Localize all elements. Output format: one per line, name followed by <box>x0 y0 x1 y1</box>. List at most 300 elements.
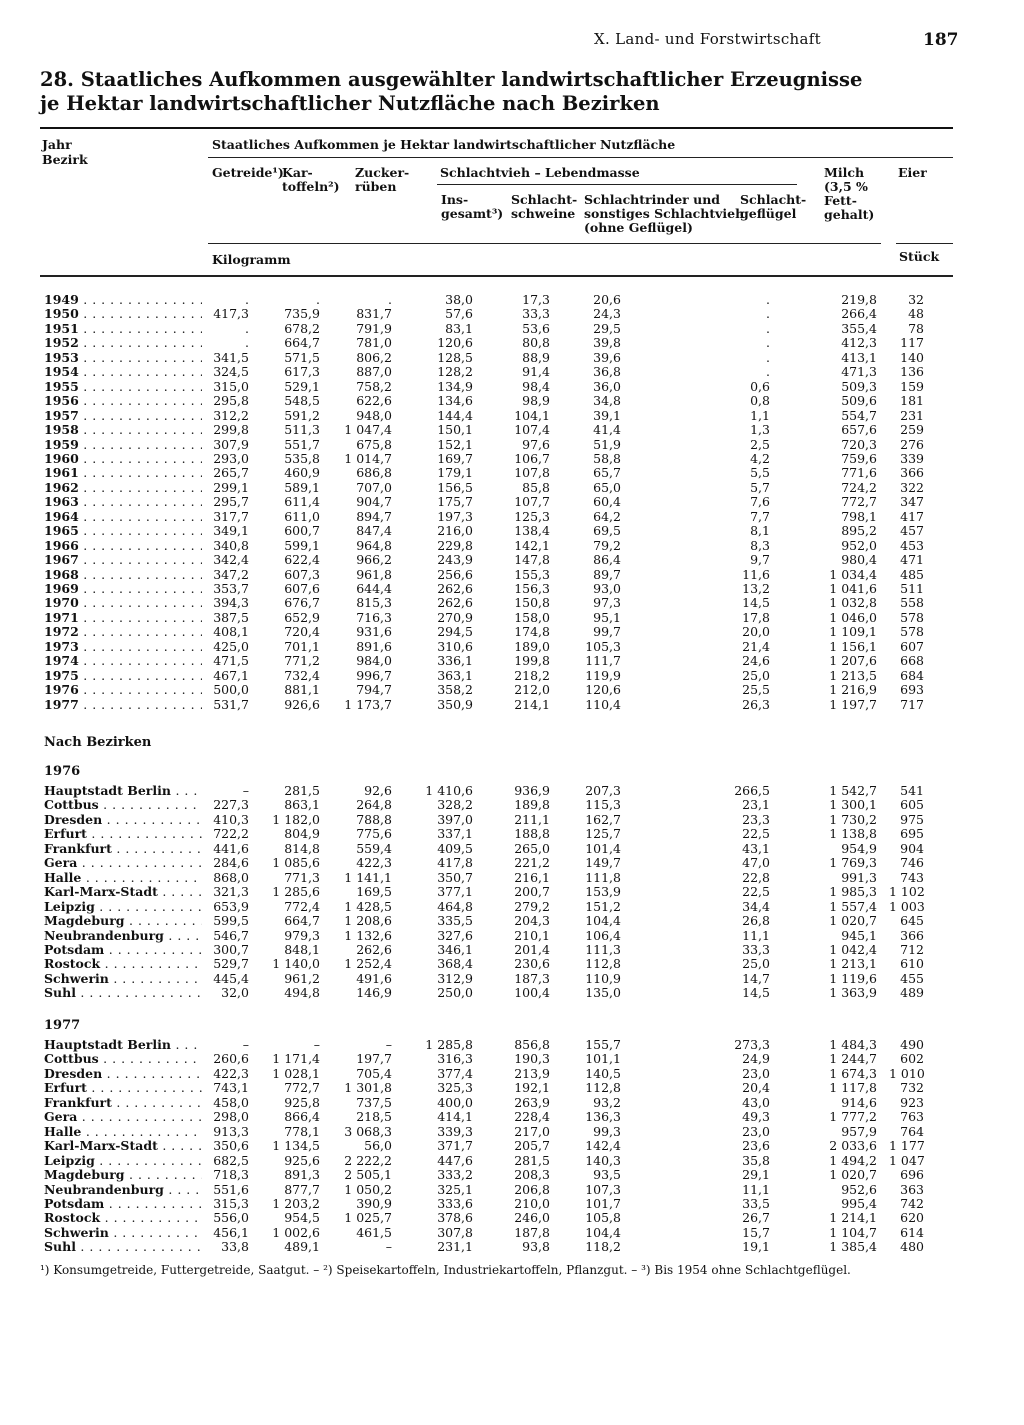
table-cell: 325,3 <box>437 1080 473 1096</box>
table-cell: 155,3 <box>514 566 550 582</box>
table-cell: 1 117,8 <box>829 1080 877 1096</box>
table-cell: 368,4 <box>437 956 473 972</box>
row-label: Magdeburg . . . <box>44 914 202 928</box>
table-cell: 1 674,3 <box>829 1065 877 1081</box>
table-cell: 29,1 <box>742 1167 770 1183</box>
table-cell: 531,7 <box>213 696 249 712</box>
table-cell: 105,3 <box>585 638 621 654</box>
table-cell: 764 <box>900 1123 924 1139</box>
row-label: Schwerin . . . <box>44 1226 202 1240</box>
table-cell: 925,6 <box>284 1152 320 1168</box>
table-cell: 778,1 <box>284 1123 320 1139</box>
table-cell: 1 410,6 <box>425 783 473 798</box>
table-cell: 1 119,6 <box>829 970 877 986</box>
table-cell: 104,4 <box>585 913 621 929</box>
table-cell: 101,4 <box>585 840 621 856</box>
table-cell: 668 <box>900 653 924 669</box>
row-label: 1954 . . . <box>44 365 202 379</box>
table-cell: 558 <box>900 595 924 611</box>
table-cell: 32,0 <box>221 985 249 1001</box>
table-cell: 995,4 <box>841 1195 877 1211</box>
table-row <box>0 1125 1024 1139</box>
table-cell: 25,5 <box>742 682 770 698</box>
table-row <box>0 900 1024 914</box>
table-cell: 954,5 <box>284 1210 320 1226</box>
table-cell: 791,9 <box>356 320 392 336</box>
table-cell: – <box>385 1239 392 1255</box>
col-header-schlachtgefluegel <box>740 193 806 221</box>
table-cell: 134,6 <box>437 393 473 409</box>
table-cell: 218,2 <box>514 667 550 683</box>
table-cell: 705,4 <box>356 1065 392 1081</box>
table-cell: 284,6 <box>213 855 249 871</box>
col-header-schlachtrinder-2: sonstiges Schlachtvieh <box>584 206 745 221</box>
col-header-schlachtrinder-3: (ohne Geflügel) <box>584 220 693 235</box>
table-cell: 189,8 <box>514 797 550 813</box>
row-label: 1973 . . . <box>44 640 202 654</box>
row-label: Frankfurt . . . <box>44 842 202 856</box>
section-heading-bezirke: Nach Bezirken <box>44 735 152 750</box>
table-cell: 24,6 <box>742 653 770 669</box>
table-cell: 1,1 <box>750 407 770 423</box>
table-cell: 1 213,5 <box>829 667 877 683</box>
table-cell: 23,6 <box>742 1138 770 1154</box>
row-label: Schwerin . . . <box>44 972 202 986</box>
table-cell: 11,1 <box>742 927 770 943</box>
table-cell: 281,5 <box>514 1152 550 1168</box>
table-cell: 815,3 <box>356 595 392 611</box>
table-cell: 1 109,1 <box>829 624 877 640</box>
row-label: 1967 . . . <box>44 553 202 567</box>
table-cell: 814,8 <box>284 840 320 856</box>
table-cell: 22,5 <box>742 826 770 842</box>
table-row <box>0 1226 1024 1240</box>
table-cell: 200,7 <box>514 884 550 900</box>
table-cell: 337,1 <box>437 826 473 842</box>
table-cell: 181 <box>900 393 924 409</box>
table-row <box>0 842 1024 856</box>
table-cell: 467,1 <box>213 667 249 683</box>
table-cell: 23,0 <box>742 1065 770 1081</box>
table-cell: 904,7 <box>356 494 392 510</box>
unit-label-kilogramm: Kilogramm <box>212 252 291 267</box>
table-cell: 57,6 <box>445 306 473 322</box>
table-cell: 1 252,4 <box>344 956 392 972</box>
table-cell: 33,8 <box>221 1239 249 1255</box>
table-top-rule <box>40 127 953 129</box>
row-label: Potsdam . . . <box>44 1197 202 1211</box>
table-cell: 310,6 <box>437 638 473 654</box>
table-cell: 804,9 <box>284 826 320 842</box>
table-cell: 214,1 <box>514 696 550 712</box>
table-cell: 24,3 <box>593 306 621 322</box>
table-cell: 1 363,9 <box>829 985 877 1001</box>
table-cell: 300,7 <box>213 941 249 957</box>
table-cell: 262,6 <box>437 581 473 596</box>
table-cell: 23,1 <box>742 797 770 813</box>
table-cell: 378,6 <box>437 1210 473 1226</box>
table-cell: 312,2 <box>213 407 249 423</box>
table-cell: 350,6 <box>213 1138 249 1154</box>
table-row <box>0 1183 1024 1197</box>
table-cell: 276 <box>900 436 924 452</box>
table-cell: 409,5 <box>437 840 473 856</box>
col-header-schlachtgefluegel-2: geflügel <box>740 206 797 221</box>
table-cell: 85,8 <box>522 479 550 495</box>
table-cell: 47,0 <box>742 855 770 871</box>
table-row <box>0 885 1024 899</box>
table-cell: 86,4 <box>593 552 621 568</box>
table-row <box>0 986 1024 1000</box>
table-cell: 1 010 <box>889 1065 925 1081</box>
table-row <box>0 495 1024 509</box>
table-cell: 775,6 <box>356 826 392 842</box>
row-label: Leipzig . . . <box>44 900 202 914</box>
table-cell: 256,6 <box>437 566 473 582</box>
table-cell: 41,4 <box>593 422 621 438</box>
table-cell: 80,8 <box>522 335 550 351</box>
table-cell: 53,6 <box>522 320 550 336</box>
table-cell: 36,0 <box>593 378 621 394</box>
table-cell: 207,3 <box>585 783 621 798</box>
table-cell: 559,4 <box>356 840 392 856</box>
table-cell: 509,3 <box>841 378 877 394</box>
col-header-zuckerrueben-2: rüben <box>355 179 397 194</box>
table-row <box>0 1197 1024 1211</box>
col-header-schlachtschweine-2: schweine <box>511 206 576 221</box>
table-cell: 117 <box>900 335 924 351</box>
table-cell: 26,7 <box>742 1210 770 1226</box>
table-cell: 115,3 <box>585 797 621 813</box>
table-row <box>0 640 1024 654</box>
table-cell: 718,3 <box>213 1167 249 1183</box>
page-number: 187 <box>923 30 959 50</box>
table-cell: 25,0 <box>742 667 770 683</box>
table-cell: 26,8 <box>742 913 770 929</box>
table-cell: 93,0 <box>593 581 621 596</box>
table-cell: 1 385,4 <box>829 1239 877 1255</box>
table-cell: 743 <box>900 869 924 885</box>
table-cell: 64,2 <box>593 508 621 524</box>
section-year-1976: 1976 <box>44 764 81 779</box>
table-cell: 763 <box>900 1109 924 1125</box>
table-cell: 758,2 <box>356 378 392 394</box>
table-cell: 199,8 <box>514 653 550 669</box>
table-cell: 422,3 <box>356 855 392 871</box>
table-row <box>0 669 1024 683</box>
table-cell: 457 <box>900 523 924 539</box>
table-cell: 158,0 <box>514 609 550 625</box>
table-cell: 69,5 <box>593 523 621 539</box>
table-cell: – <box>242 1037 249 1052</box>
table-cell: 93,5 <box>593 1167 621 1183</box>
row-label: Halle . . . <box>44 871 202 885</box>
row-label: Hauptstadt Berlin . . . <box>44 1038 202 1052</box>
table-cell: 101,1 <box>585 1051 621 1067</box>
table-cell: 2,5 <box>750 436 770 452</box>
table-cell: 957,9 <box>841 1123 877 1139</box>
table-row <box>0 351 1024 365</box>
table-cell: 1 177 <box>889 1138 925 1154</box>
table-cell: 273,3 <box>734 1037 770 1052</box>
table-cell: 966,2 <box>356 552 392 568</box>
table-row <box>0 1168 1024 1182</box>
table-cell: 551,6 <box>213 1181 249 1197</box>
col-header-insgesamt-2: gesamt³) <box>441 206 504 221</box>
table-cell: 189,0 <box>514 638 550 654</box>
table-cell: 1,3 <box>750 422 770 438</box>
table-cell: 511 <box>900 581 924 596</box>
table-cell: 742 <box>900 1195 924 1211</box>
table-cell: 1 014,7 <box>344 450 392 466</box>
table-cell: 107,3 <box>585 1181 621 1197</box>
table-cell: 1 047 <box>889 1152 925 1168</box>
table-row <box>0 914 1024 928</box>
table-cell: 494,8 <box>284 985 320 1001</box>
col-header-insgesamt <box>441 193 503 221</box>
table-cell: 206,8 <box>514 1181 550 1197</box>
table-cell: 877,7 <box>284 1181 320 1197</box>
table-cell: 1 769,3 <box>829 855 877 871</box>
table-cell: 746 <box>900 855 924 871</box>
col-header-schlachtgefluegel-1: Schlacht- <box>740 192 807 207</box>
table-cell: 1 047,4 <box>344 422 392 438</box>
table-cell: 471 <box>900 552 924 568</box>
table-cell: 1 020,7 <box>829 913 877 929</box>
table-cell: 104,1 <box>514 407 550 423</box>
table-cell: 509,6 <box>841 393 877 409</box>
table-cell: 471,5 <box>213 653 249 669</box>
table-cell: 48 <box>908 306 924 322</box>
table-cell: 110,9 <box>585 970 621 986</box>
table-cell: 461,5 <box>356 1224 392 1240</box>
table-row <box>0 1052 1024 1066</box>
table-cell: 99,7 <box>593 624 621 640</box>
table-cell: 19,1 <box>742 1239 770 1255</box>
table-cell: 205,7 <box>514 1138 550 1154</box>
table-cell: 984,0 <box>356 653 392 669</box>
table-cell: 217,0 <box>514 1123 550 1139</box>
table-cell: 489 <box>900 985 924 1001</box>
col-header-kartoffeln-1: Kar- <box>282 165 313 180</box>
table-cell: 413,1 <box>841 349 877 365</box>
table-row <box>0 972 1024 986</box>
table-cell: 578 <box>900 609 924 625</box>
table-cell: 722,2 <box>213 826 249 842</box>
table-cell: 307,9 <box>213 436 249 452</box>
table-cell: 1 214,1 <box>829 1210 877 1226</box>
table-cell: 554,7 <box>841 407 877 423</box>
table-cell: 1 216,9 <box>829 682 877 698</box>
table-cell: 105,8 <box>585 1210 621 1226</box>
table-cell: 377,4 <box>437 1065 473 1081</box>
table-cell: 548,5 <box>284 393 320 409</box>
table-cell: 490 <box>900 1037 924 1052</box>
row-label: Halle . . . <box>44 1125 202 1139</box>
table-cell: 265,0 <box>514 840 550 856</box>
table-cell: 43,0 <box>742 1094 770 1110</box>
row-label: Gera . . . <box>44 1110 202 1124</box>
table-cell: 101,7 <box>585 1195 621 1211</box>
table-cell: 107,8 <box>514 465 550 481</box>
table-cell: 20,6 <box>593 292 621 307</box>
table-cell: 35,8 <box>742 1152 770 1168</box>
table-cell: 119,9 <box>585 667 621 683</box>
table-cell: 945,1 <box>841 927 877 943</box>
row-label: Erfurt . . . <box>44 1081 202 1095</box>
table-cell: 2 505,1 <box>344 1167 392 1183</box>
table-cell: 952,0 <box>841 537 877 553</box>
table-cell: 414,1 <box>437 1109 473 1125</box>
table-cell: 307,8 <box>437 1224 473 1240</box>
table-cell: 599,5 <box>213 913 249 929</box>
table-row <box>0 929 1024 943</box>
row-label: 1959 . . . <box>44 438 202 452</box>
table-cell: 15,7 <box>742 1224 770 1240</box>
table-cell: 39,6 <box>593 349 621 365</box>
table-cell: 266,5 <box>734 783 770 798</box>
table-row <box>0 423 1024 437</box>
table-row <box>0 452 1024 466</box>
table-cell: 1 025,7 <box>344 1210 392 1226</box>
table-cell: 21,4 <box>742 638 770 654</box>
table-cell: 1 140,0 <box>272 956 320 972</box>
table-cell: 136 <box>900 364 924 380</box>
table-cell: 315,0 <box>213 378 249 394</box>
table-cell: . <box>766 292 770 307</box>
row-label: Karl-Marx-Stadt . . . <box>44 1139 202 1153</box>
table-cell: 441,6 <box>213 840 249 856</box>
table-cell: 13,2 <box>742 581 770 596</box>
table-cell: 210,1 <box>514 927 550 943</box>
table-cell: 464,8 <box>437 898 473 914</box>
table-cell: 279,2 <box>514 898 550 914</box>
table-cell: 8,1 <box>750 523 770 539</box>
table-cell: 1 777,2 <box>829 1109 877 1125</box>
col-header-getreide: Getreide¹) <box>212 165 284 180</box>
table-cell: 847,4 <box>356 523 392 539</box>
table-cell: 110,4 <box>585 696 621 712</box>
table-cell: 1 041,6 <box>829 581 877 596</box>
table-cell: 281,5 <box>284 783 320 798</box>
table-cell: 961,8 <box>356 566 392 582</box>
table-row <box>0 510 1024 524</box>
col-header-milch-4: gehalt) <box>824 207 875 222</box>
row-label: Dresden . . . <box>44 1067 202 1081</box>
col-header-zuckerrueben-1: Zucker- <box>355 165 410 180</box>
table-cell: 33,3 <box>522 306 550 322</box>
table-cell: 707,0 <box>356 479 392 495</box>
row-label: 1963 . . . <box>44 495 202 509</box>
table-cell: 125,7 <box>585 826 621 842</box>
table-cell: 14,7 <box>742 970 770 986</box>
table-cell: 600,7 <box>284 523 320 539</box>
table-row <box>0 683 1024 697</box>
table-row <box>0 380 1024 394</box>
table-cell: 1 020,7 <box>829 1167 877 1183</box>
table-row <box>0 293 1024 307</box>
table-cell: 394,3 <box>213 595 249 611</box>
table-cell: 229,8 <box>437 537 473 553</box>
table-row <box>0 394 1024 408</box>
table-cell: 652,9 <box>284 609 320 625</box>
row-label: 1968 . . . <box>44 568 202 582</box>
table-cell: 151,2 <box>585 898 621 914</box>
col-header-milch <box>824 166 874 222</box>
table-cell: 489,1 <box>284 1239 320 1255</box>
table-cell: 350,9 <box>437 696 473 712</box>
col-header-schlachtrinder <box>584 193 744 235</box>
row-label: 1955 . . . <box>44 380 202 394</box>
table-cell: 1 173,7 <box>344 696 392 712</box>
unit-rule-stueck <box>896 243 953 244</box>
table-cell: 678,2 <box>284 320 320 336</box>
table-cell: 327,6 <box>437 927 473 943</box>
table-cell: 856,8 <box>514 1037 550 1052</box>
table-cell: 24,9 <box>742 1051 770 1067</box>
table-cell: 120,6 <box>585 682 621 698</box>
row-label: Dresden . . . <box>44 813 202 827</box>
table-cell: 980,4 <box>841 552 877 568</box>
table-row <box>0 943 1024 957</box>
table-cell: 455 <box>900 970 924 986</box>
table-cell: 17,3 <box>522 292 550 307</box>
table-cell: 111,7 <box>585 653 621 669</box>
table-cell: 213,9 <box>514 1065 550 1081</box>
table-cell: 339 <box>900 450 924 466</box>
table-cell: 208,3 <box>514 1167 550 1183</box>
table-cell: . <box>766 364 770 380</box>
table-cell: 1 050,2 <box>344 1181 392 1197</box>
table-cell: 926,6 <box>284 696 320 712</box>
table-cell: 0,8 <box>750 393 770 409</box>
table-cell: 152,1 <box>437 436 473 452</box>
table-cell: 759,6 <box>841 450 877 466</box>
table-row <box>0 1067 1024 1081</box>
table-title-line-2: je Hektar landwirtschaftlicher Nutzfläche nach Bezirken <box>40 92 660 115</box>
table-cell: . <box>388 292 392 307</box>
table-cell: 887,0 <box>356 364 392 380</box>
table-cell: 1 042,4 <box>829 941 877 957</box>
table-cell: 535,8 <box>284 450 320 466</box>
table-cell: 140 <box>900 349 924 365</box>
table-cell: 14,5 <box>742 985 770 1001</box>
table-cell: 263,9 <box>514 1094 550 1110</box>
table-cell: 107,4 <box>514 422 550 438</box>
table-cell: 149,7 <box>585 855 621 871</box>
table-cell: 732 <box>900 1080 924 1096</box>
table-cell: 868,0 <box>213 869 249 885</box>
table-cell: 695 <box>900 826 924 842</box>
table-cell: 397,0 <box>437 811 473 827</box>
table-row <box>0 365 1024 379</box>
table-cell: 294,5 <box>437 624 473 640</box>
table-cell: 611,0 <box>284 508 320 524</box>
table-cell: 1 557,4 <box>829 898 877 914</box>
table-cell: 1 285,8 <box>425 1037 473 1052</box>
row-label: 1950 . . . <box>44 307 202 321</box>
table-cell: 349,1 <box>213 523 249 539</box>
table-cell: 551,7 <box>284 436 320 452</box>
table-cell: 387,5 <box>213 609 249 625</box>
table-row <box>0 856 1024 870</box>
table-cell: 321,3 <box>213 884 249 900</box>
table-cell: 798,1 <box>841 508 877 524</box>
table-cell: 622,4 <box>284 552 320 568</box>
row-label: 1977 . . . <box>44 698 202 712</box>
table-cell: 471,3 <box>841 364 877 380</box>
col-header-kartoffeln-2: toffeln²) <box>282 179 340 194</box>
